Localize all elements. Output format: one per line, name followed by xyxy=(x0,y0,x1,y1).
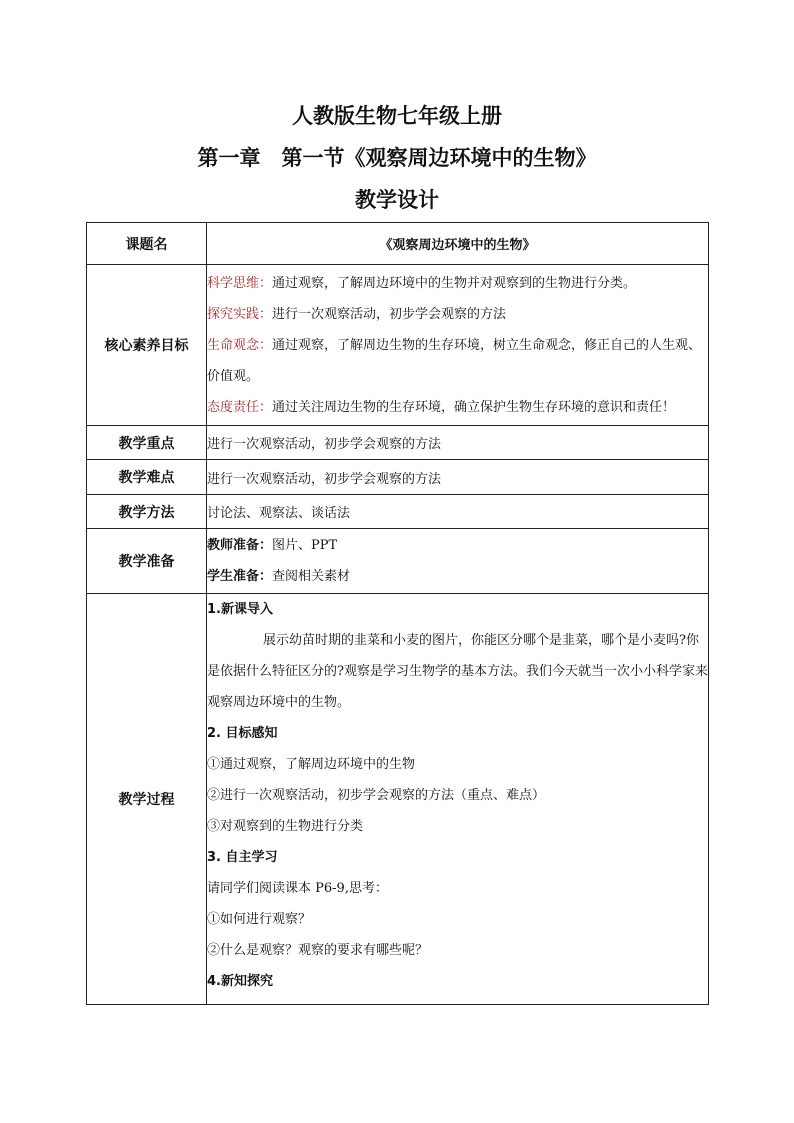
prep-teacher-tag: 教师准备： xyxy=(207,538,273,553)
section-self-study-item: ②什么是观察？观察的要求有哪些呢？ xyxy=(207,943,429,958)
title-design: 教学设计 xyxy=(355,188,439,212)
row-difficulty xyxy=(87,460,709,495)
section-intro-text: 展示幼苗时期的韭菜和小麦的图片，你能区分哪个是韭菜，哪个是小麦吗?你是依据什么特征区分的?观察是学习生物学的基本方法。我们今天就当一次小小科学家来观察周边环境中的生物。 xyxy=(207,633,708,710)
section-self-study-title: 3. 自主学习 xyxy=(207,850,278,865)
value-key-point: 进行一次观察活动，初步学会观察的方法 xyxy=(207,426,709,460)
row-core-goals xyxy=(87,265,709,426)
label-method: 教学方法 xyxy=(87,495,207,529)
value-difficulty: 进行一次观察活动，初步学会观察的方法 xyxy=(207,460,709,495)
goal-tag: 生命观念： xyxy=(207,337,273,353)
goal-tag: 态度责任： xyxy=(207,399,273,415)
lesson-plan-table xyxy=(86,222,709,1005)
label-process: 教学过程 xyxy=(87,594,207,1005)
row-process xyxy=(87,594,709,1005)
section-explore-title: 4.新知探究 xyxy=(207,974,273,989)
goal-text: 进行一次观察活动，初步学会观察的方法 xyxy=(272,306,507,322)
section-goals-item: ①通过观察，了解周边环境中的生物 xyxy=(207,757,416,772)
label-preparation: 教学准备 xyxy=(87,529,207,594)
goal-text: 通过观察，了解周边环境中的生物并对观察到的生物进行分类。 xyxy=(272,275,637,291)
goal-text: 通过观察，了解周边生物的生存环境，树立生命观念，修正自己的人生观、价值观。 xyxy=(207,337,702,384)
section-goals-item: ②进行一次观察活动，初步学会观察的方法（重点、难点） xyxy=(207,788,546,803)
section-intro-title: 1.新课导入 xyxy=(207,602,273,617)
row-topic xyxy=(87,223,709,265)
section-self-study-intro: 请同学们阅读课本 P6-9,思考： xyxy=(207,881,388,896)
row-preparation xyxy=(87,529,709,594)
goal-tag: 探究实践： xyxy=(207,306,273,322)
label-difficulty: 教学难点 xyxy=(87,460,207,495)
title-chapter: 第一章 第一节《观察周边环境中的生物》 xyxy=(197,146,597,170)
label-key-point: 教学重点 xyxy=(87,426,207,460)
section-goals-title: 2. 目标感知 xyxy=(207,726,278,741)
row-key-point xyxy=(87,426,709,460)
value-preparation xyxy=(207,529,709,594)
prep-teacher xyxy=(207,530,708,561)
section-self-study-item: ①如何进行观察？ xyxy=(207,912,312,927)
label-core-goals: 核心素养目标 xyxy=(87,265,207,426)
goal-tag: 科学思维： xyxy=(207,275,273,291)
goal-text: 通过关注周边生物的生存环境，确立保护生物生存环境的意识和责任！ xyxy=(272,399,676,415)
prep-student-tag: 学生准备： xyxy=(207,569,273,584)
goal-item xyxy=(207,299,708,330)
prep-student-text: 查阅相关素材 xyxy=(272,569,351,584)
row-method xyxy=(87,495,709,529)
section-goals-item: ③对观察到的生物进行分类 xyxy=(207,819,364,834)
goal-item xyxy=(207,330,708,392)
value-method: 讨论法、观察法、谈话法 xyxy=(207,495,709,529)
prep-teacher-text: 图片、PPT xyxy=(272,538,338,553)
prep-student xyxy=(207,561,708,592)
value-core-goals xyxy=(207,265,709,426)
title-textbook: 人教版生物七年级上册 xyxy=(292,104,502,128)
value-process xyxy=(207,594,709,1005)
document-titles xyxy=(0,100,794,216)
label-topic: 课题名 xyxy=(87,223,207,265)
goal-item xyxy=(207,268,708,299)
value-topic: 《观察周边环境中的生物》 xyxy=(207,223,709,265)
goal-item xyxy=(207,392,708,423)
